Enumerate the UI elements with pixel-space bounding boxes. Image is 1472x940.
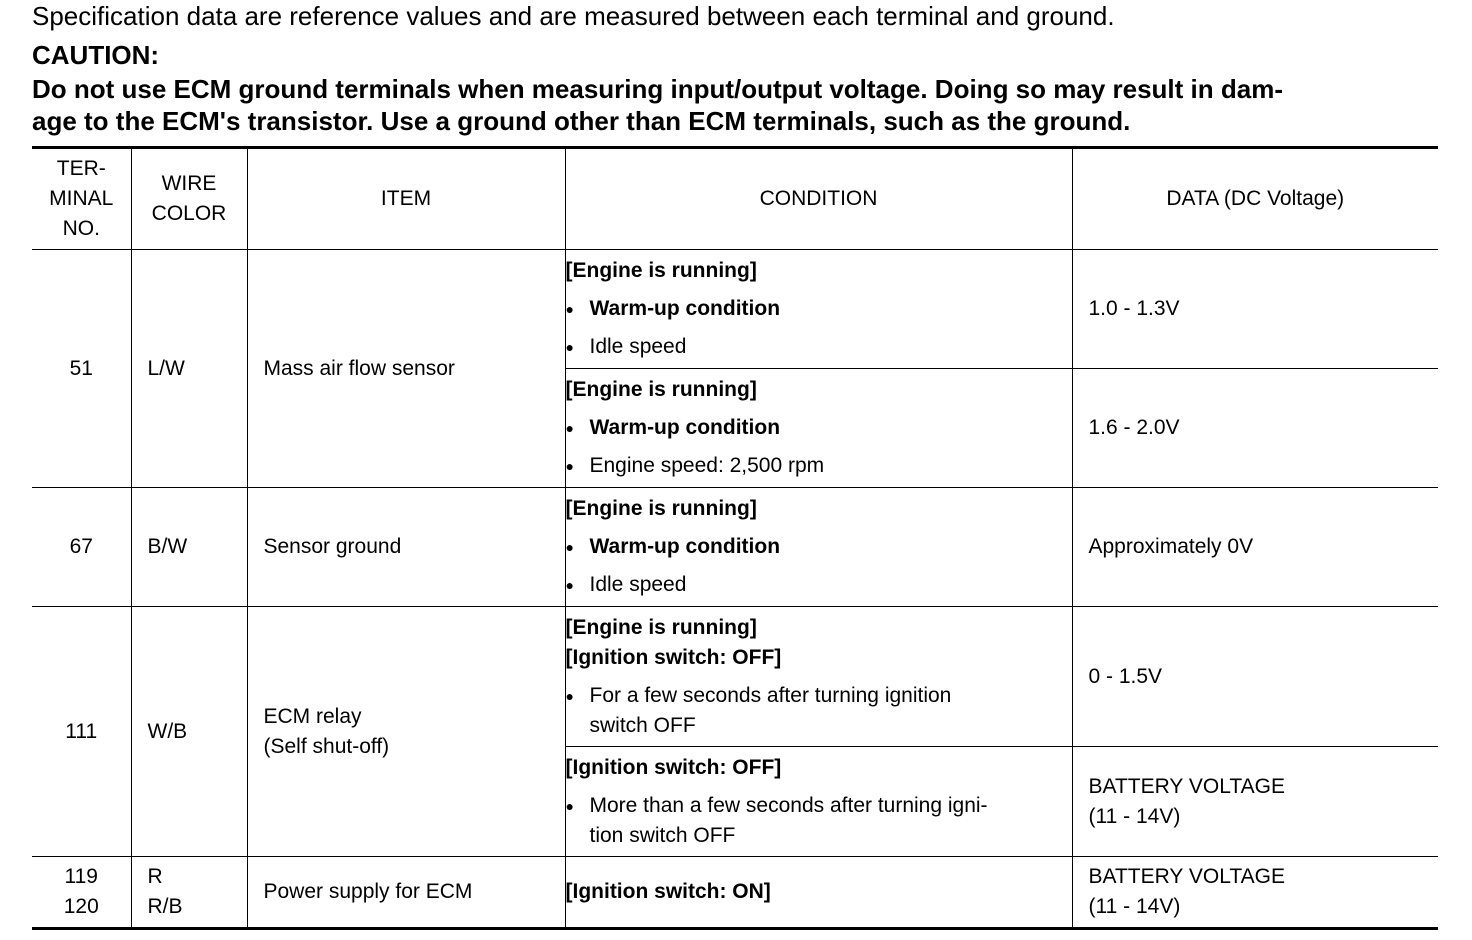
terminal-number: 67 xyxy=(32,488,131,607)
condition-bullet xyxy=(566,791,1072,851)
condition-bullet xyxy=(566,332,1072,362)
caution-line-1: Do not use ECM ground terminals when measuring input/output voltage. Doing so may result in dam- xyxy=(32,74,1283,104)
table-header-row xyxy=(32,148,1438,250)
header-terminal-no xyxy=(32,148,131,250)
wire-color: L/W xyxy=(131,250,247,488)
bullet-icon: ● xyxy=(565,458,574,474)
terminal-number xyxy=(32,857,131,929)
condition-bullet-text: More than a few seconds after turning igni- xyxy=(589,793,988,817)
header-wire-line: WIRE xyxy=(161,172,217,195)
condition-bullet-text: Warm-up condition xyxy=(589,297,781,320)
data-value xyxy=(1072,747,1438,857)
bullet-icon: ● xyxy=(565,301,574,317)
condition-bullet-text: Warm-up condition xyxy=(589,535,781,558)
caution-title: CAUTION: xyxy=(32,40,160,70)
wire-color-line: R/B xyxy=(147,895,183,918)
condition-heading: [Engine is running] xyxy=(565,615,757,639)
condition-heading: [Ignition switch: ON] xyxy=(565,880,771,903)
condition-bullet xyxy=(566,413,1072,443)
condition-bullet-text: Idle speed xyxy=(589,573,687,596)
table-row xyxy=(32,488,1438,607)
table-row xyxy=(32,857,1438,929)
header-terminal-line: TER- xyxy=(56,157,106,180)
condition-bullet-text: Engine speed: 2,500 rpm xyxy=(589,454,825,477)
item-name: Sensor ground xyxy=(247,488,565,607)
bullet-icon: ● xyxy=(565,339,574,355)
data-value: 1.0 - 1.3V xyxy=(1072,250,1438,369)
data-value xyxy=(1072,857,1438,929)
caution-line-2: age to the ECM's transistor. Use a ground other than ECM terminals, such as the ground. xyxy=(32,106,1131,136)
ecm-terminal-table xyxy=(32,146,1438,930)
wire-color: W/B xyxy=(131,607,247,857)
data-value-line: (11 - 14V) xyxy=(1088,804,1181,828)
condition-bullet-text: switch OFF xyxy=(589,713,696,737)
item-name-line: (Self shut-off) xyxy=(263,734,390,758)
item-name: Power supply for ECM xyxy=(247,857,565,929)
condition-bullet xyxy=(566,532,1072,562)
header-data: DATA (DC Voltage) xyxy=(1072,148,1438,250)
item-name: Mass air flow sensor xyxy=(247,250,565,488)
condition-cell xyxy=(565,607,1072,747)
condition-heading: [Ignition switch: OFF] xyxy=(565,645,782,669)
condition-heading: [Engine is running] xyxy=(565,378,757,401)
condition-heading: [Engine is running] xyxy=(565,497,757,520)
bullet-icon: ● xyxy=(565,687,574,704)
data-value: Approximately 0V xyxy=(1072,488,1438,607)
condition-bullet xyxy=(566,681,1072,741)
header-terminal-line: NO. xyxy=(62,217,100,240)
caution-text xyxy=(32,73,1440,137)
wire-color-line: R xyxy=(147,865,163,888)
data-value: 0 - 1.5V xyxy=(1072,607,1438,747)
terminal-number-line: 119 xyxy=(64,865,98,888)
header-wire-color xyxy=(131,148,247,250)
data-value-line: BATTERY VOLTAGE xyxy=(1088,865,1285,888)
condition-bullet xyxy=(566,294,1072,324)
condition-heading: [Ignition switch: OFF] xyxy=(565,755,782,779)
data-value-line: (11 - 14V) xyxy=(1088,895,1181,918)
condition-bullet-text: tion switch OFF xyxy=(589,823,736,847)
bullet-icon: ● xyxy=(565,577,574,593)
condition-bullet-text: Warm-up condition xyxy=(589,416,781,439)
data-value-line: BATTERY VOLTAGE xyxy=(1088,774,1285,798)
table-row xyxy=(32,250,1438,369)
terminal-number: 51 xyxy=(32,250,131,488)
data-value: 1.6 - 2.0V xyxy=(1072,369,1438,488)
terminal-number-line: 120 xyxy=(63,895,99,918)
condition-heading: [Engine is running] xyxy=(565,259,757,282)
header-condition: CONDITION xyxy=(565,148,1072,250)
condition-cell xyxy=(565,369,1072,488)
header-wire-line: COLOR xyxy=(151,202,227,225)
terminal-number: 111 xyxy=(32,607,131,857)
bullet-icon: ● xyxy=(565,539,574,555)
condition-cell xyxy=(565,857,1072,929)
wire-color: B/W xyxy=(131,488,247,607)
bullet-icon: ● xyxy=(565,420,574,436)
condition-cell xyxy=(565,488,1072,607)
condition-bullet-text: Idle speed xyxy=(589,335,687,358)
header-item: ITEM xyxy=(247,148,565,250)
bullet-icon: ● xyxy=(565,797,574,814)
condition-bullet xyxy=(566,570,1072,600)
header-terminal-line: MINAL xyxy=(49,187,114,210)
condition-bullet xyxy=(566,451,1072,481)
item-name-line: ECM relay xyxy=(263,704,362,728)
condition-cell xyxy=(565,250,1072,369)
condition-bullet-text: For a few seconds after turning ignition xyxy=(589,683,952,707)
table-row xyxy=(32,607,1438,747)
item-name xyxy=(247,607,565,857)
spec-intro-text: Specification data are reference values and are measured between each terminal and ground. xyxy=(32,1,1115,31)
condition-cell xyxy=(565,747,1072,857)
wire-color xyxy=(131,857,247,929)
